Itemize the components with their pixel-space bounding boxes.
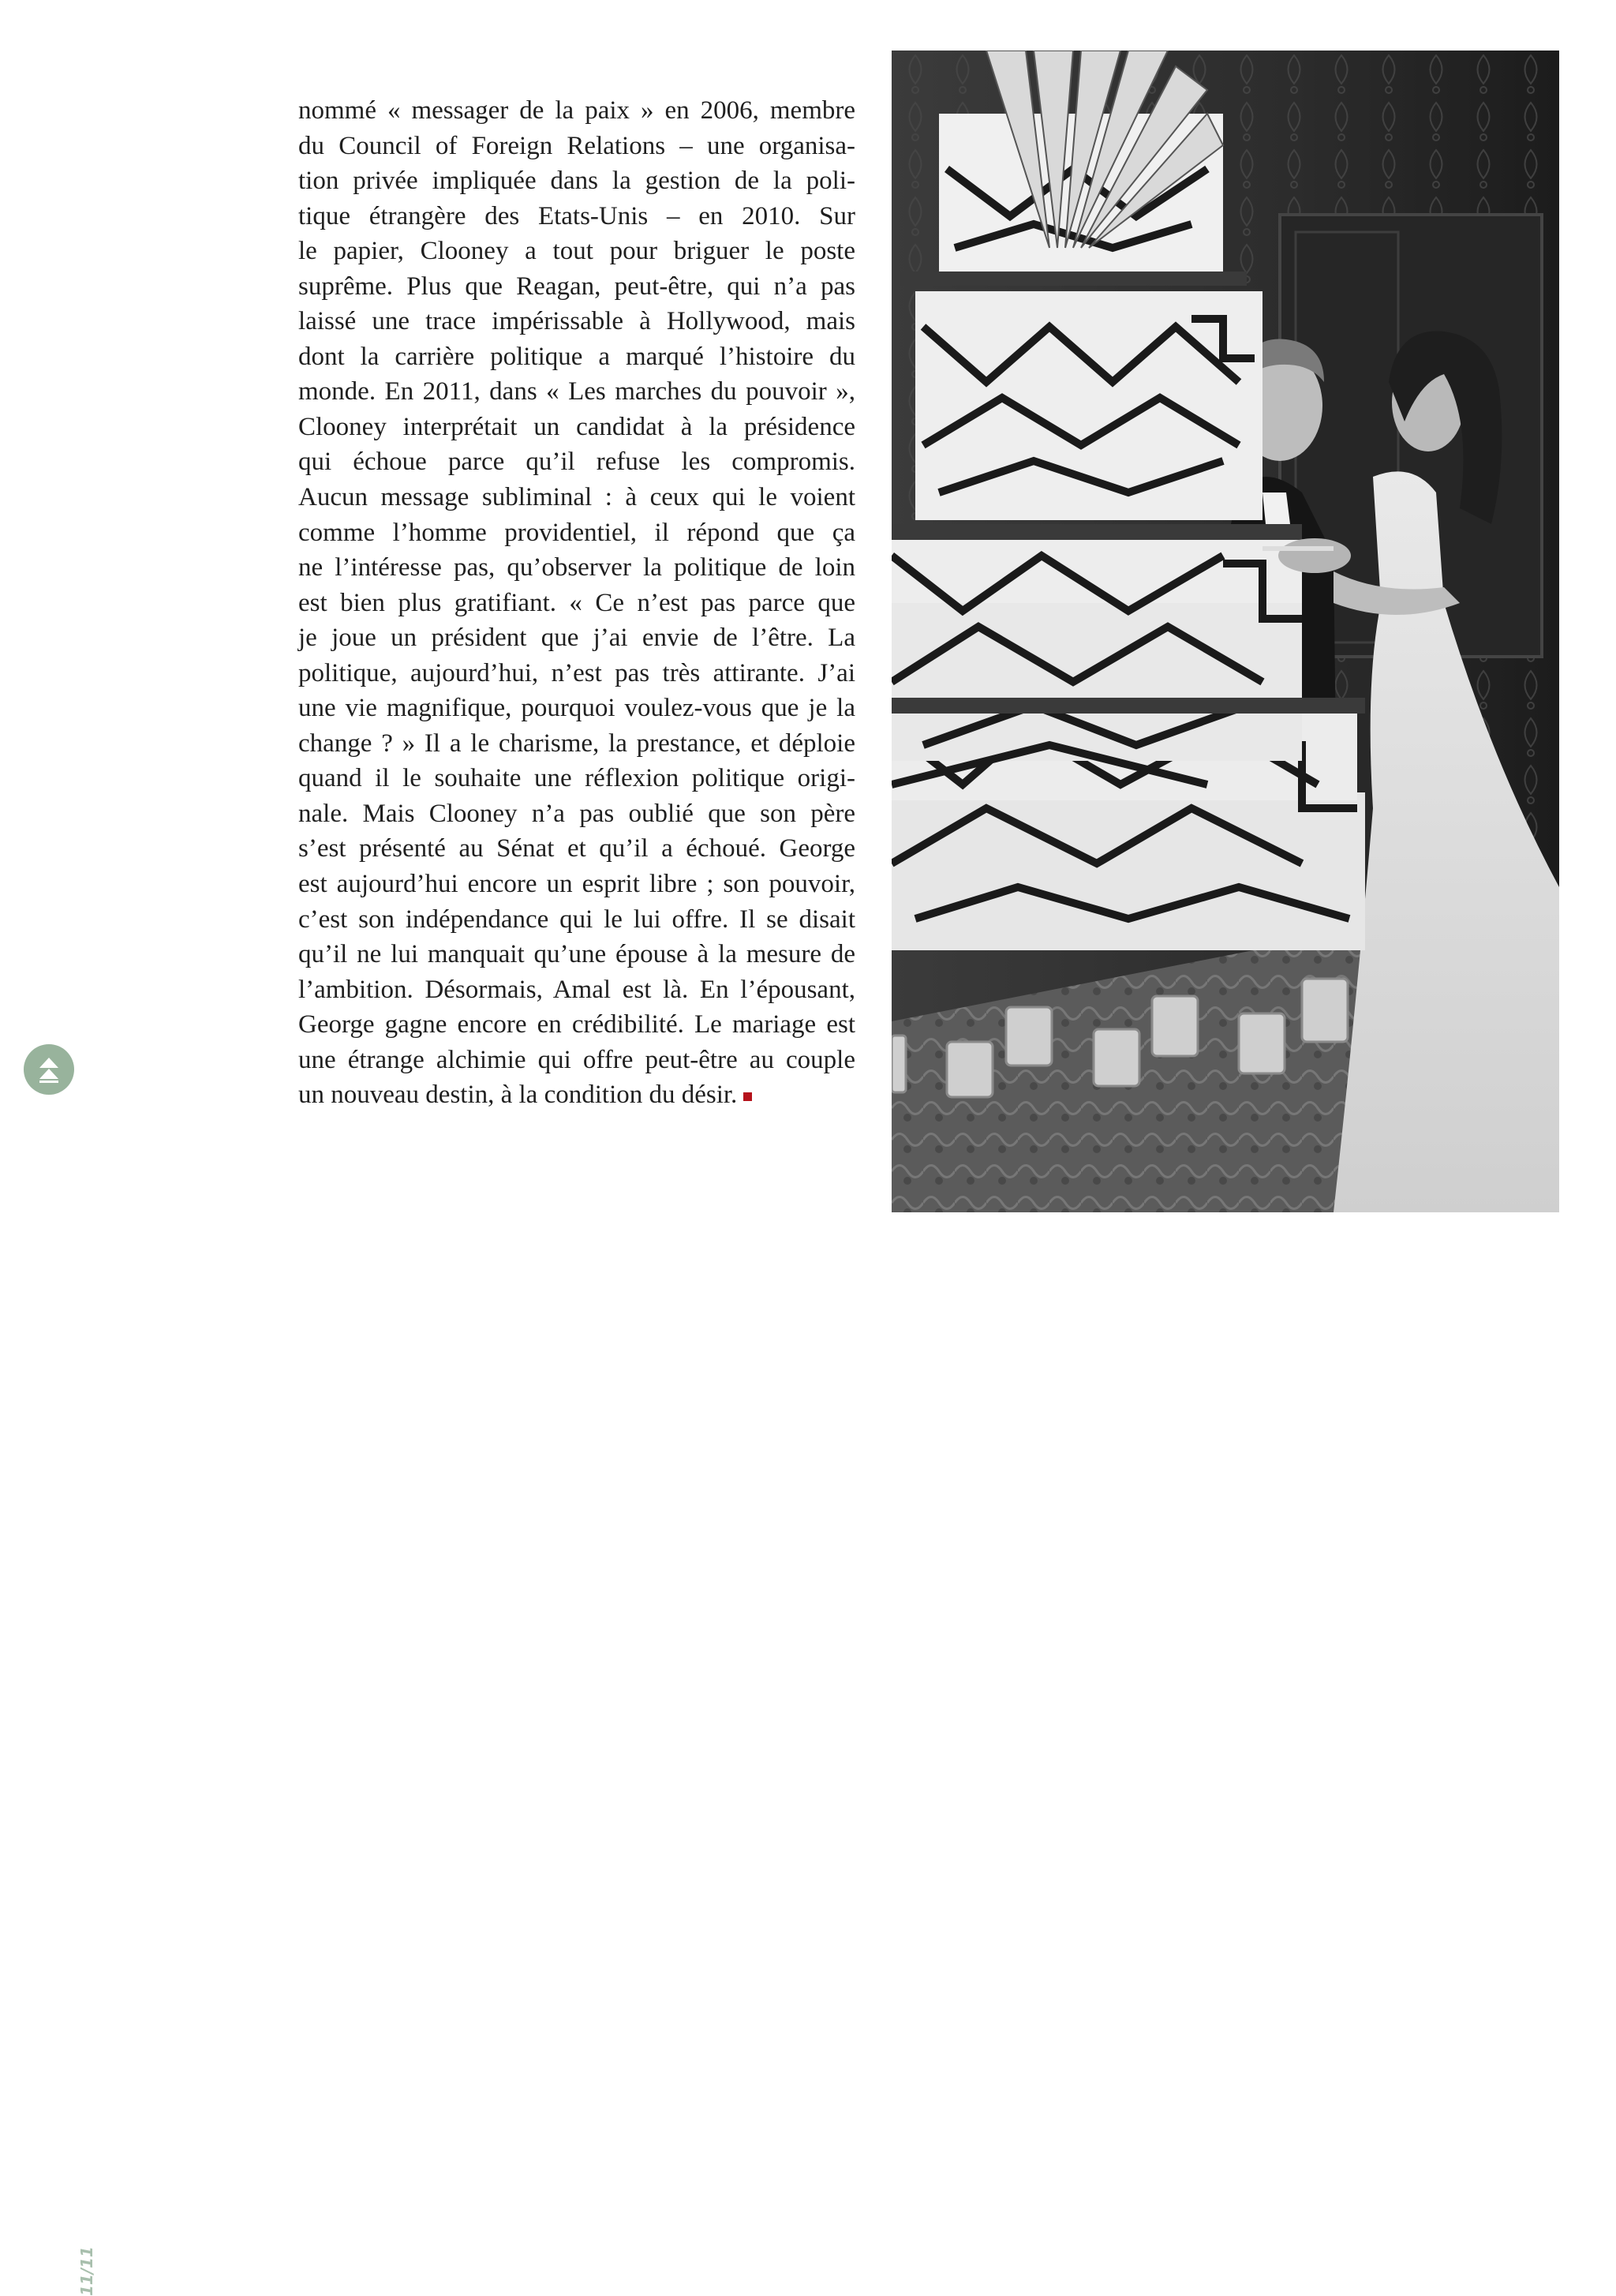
article-line: une vie magnifique, pourquoi voulez-vous que je la [298,694,855,723]
article-line: change ? » Il a le charisme, la prestance, et déploie [298,729,855,758]
article-line: comme l’homme providentiel, il répond que ça [298,518,855,547]
wedding-cake-photo [892,51,1559,1212]
scroll-to-top-button[interactable] [24,1044,74,1095]
page-indicator: 11/11 [77,2246,96,2296]
article-line: nale. Mais Clooney n’a pas oublié que son père [298,799,855,828]
article-line: un nouveau destin, à la condition du désir. [298,1081,738,1110]
article-line: tique étrangère des Etats-Unis – en 2010. Sur [298,201,855,230]
article-line: monde. En 2011, dans « Les marches du pouvoir », [298,377,855,406]
article-line: Clooney interprétait un candidat à la présidence [298,412,855,441]
article-line: c’est son indépendance qui le lui offre. Il se disait [298,905,855,934]
article-line: politique, aujourd’hui, n’est pas très attirante. J’ai [298,658,855,687]
article-line: qui échoue parce qu’il refuse les compromis. [298,448,855,477]
article-line: ne l’intéresse pas, qu’observer la politique de loin [298,553,855,582]
article-line: l’ambition. Désormais, Amal est là. En l’épousant, [298,975,855,1004]
article-line: laissé une trace impérissable à Hollywood, mais [298,307,855,336]
article-line: suprême. Plus que Reagan, peut-être, qui n’a pas [298,272,855,301]
article-line: une étrange alchimie qui offre peut-être au couple [298,1045,855,1074]
article-line: nommé « messager de la paix » en 2006, membre [298,96,855,125]
article-line: est aujourd’hui encore un esprit libre ; son pouvoir, [298,870,855,899]
article-line: du Council of Foreign Relations – une organisa- [298,131,855,160]
article-line: George gagne encore en crédibilité. Le mariage est [298,1010,855,1039]
article-line: s’est présenté au Sénat et qu’il a échoué. George [298,834,855,863]
article-line: quand il le souhaite une réflexion politique origi- [298,764,855,793]
article-last-line [298,1077,855,1113]
article-line: qu’il ne lui manquait qu’une épouse à la mesure de [298,940,855,969]
article-body [298,93,855,1113]
article-line: est bien plus gratifiant. « Ce n’est pas parce que [298,588,855,617]
article-line: Aucun message subliminal : à ceux qui le voient [298,483,855,512]
article-line: tion privée impliquée dans la gestion de la poli- [298,167,855,196]
end-of-article-mark [743,1092,752,1101]
article-line: je joue un président que j’ai envie de l’être. La [298,624,855,653]
article-line: le papier, Clooney a tout pour briguer le poste [298,237,855,266]
article-line: dont la carrière politique a marqué l’histoire du [298,342,855,371]
double-chevron-up-icon [24,1044,74,1095]
